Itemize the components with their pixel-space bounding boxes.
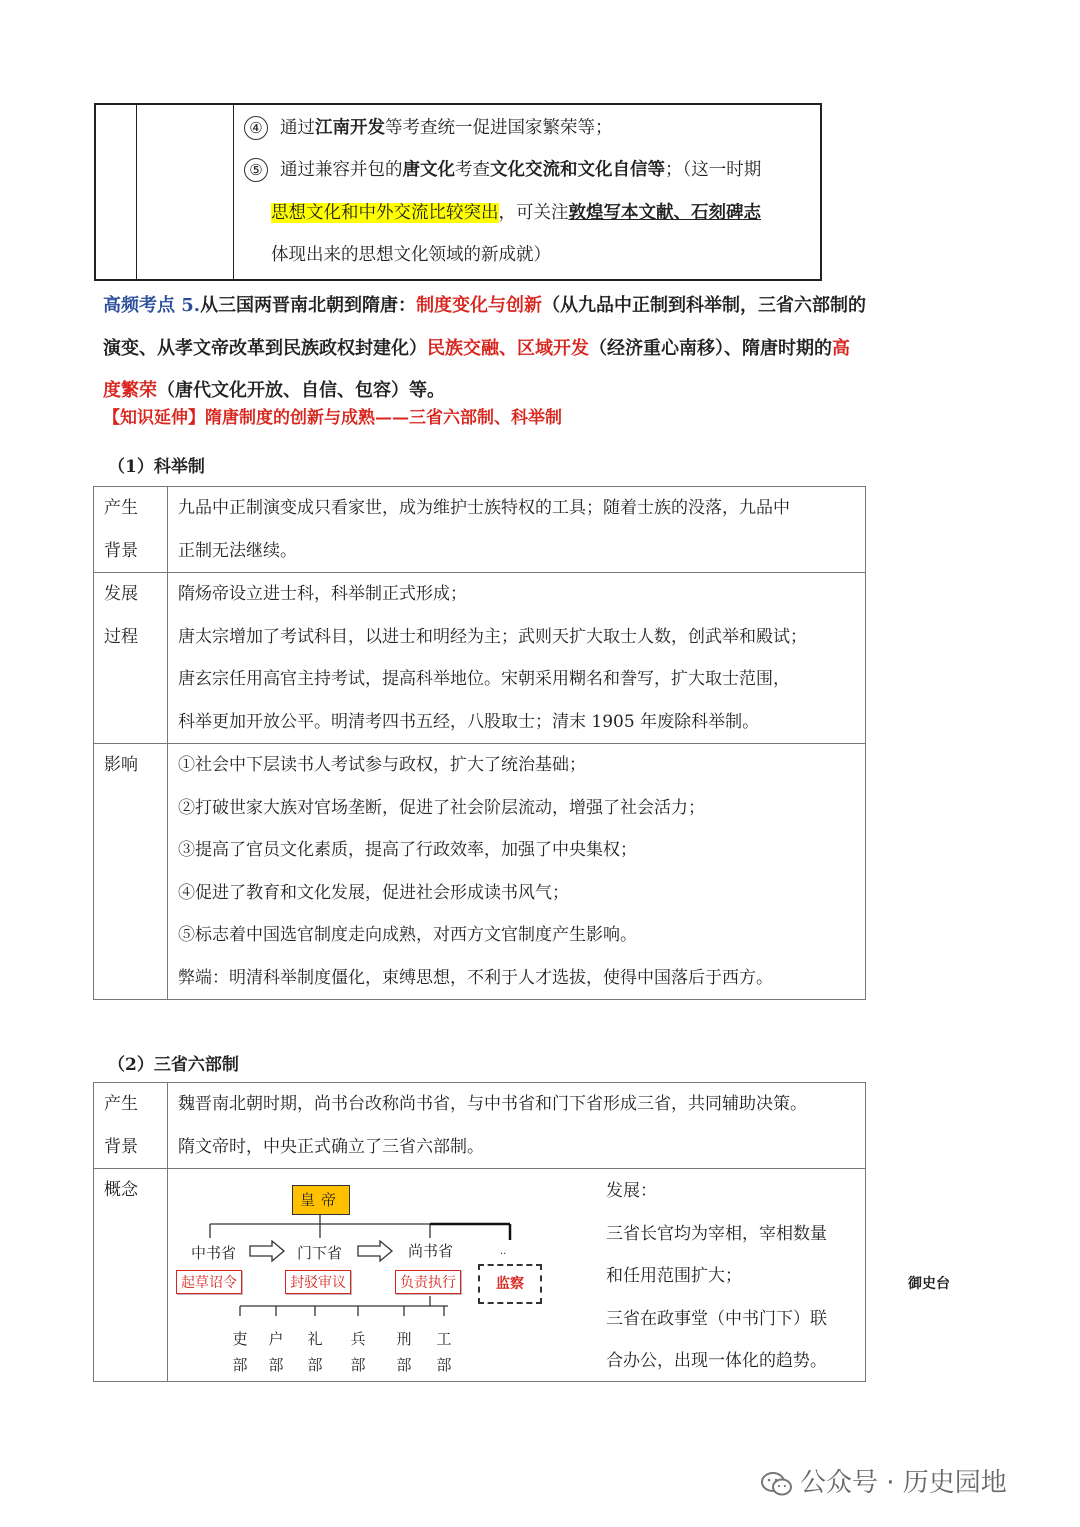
ministry-xing-justice: 刑 部 bbox=[396, 1330, 412, 1374]
ministry-gong-works: 工 部 bbox=[436, 1330, 452, 1374]
watermark-text: 公众号 · 历史园地 bbox=[800, 1468, 1007, 1498]
execute-box: 负责执行 bbox=[395, 1270, 461, 1294]
draft-edicts-box: 起草诏令 bbox=[176, 1270, 242, 1294]
supervise-box: 监察 bbox=[478, 1264, 542, 1304]
arrow-icon bbox=[250, 1241, 284, 1261]
keju-title: （1）科举制 bbox=[108, 457, 205, 477]
review-box: 封驳审议 bbox=[285, 1270, 351, 1294]
sansheng-title: （2）三省六部制 bbox=[108, 1055, 239, 1075]
item-5-line-3: 体现出来的思想文化领域的新成就） bbox=[271, 245, 551, 265]
table-row: 概念 bbox=[94, 1169, 866, 1382]
emperor-box: 皇帝 bbox=[292, 1185, 350, 1215]
ministry-li-rites: 礼 部 bbox=[307, 1330, 323, 1374]
table-row: 发展 过程 隋炀帝设立进士科，科举制正式形成； 唐太宗增加了考试科目，以进士和明经为主；武则天扩大取士人数，创武举和殿试； 唐玄宗任用高官主持考试，提高科举地位。宋朝采用糊名和誊写，扩大取士范围， 科举更加开放公平。明清考四书五经，八股取士；清末 1905 年废除科举制。 bbox=[94, 573, 866, 744]
high-frequency-point: 高频考点 5.从三国两晋南北朝到隋唐：制度变化与创新（从九品中正制到科举制，三省六部制的 演变、从孝文帝改革到民族政权封建化）民族交融、区域开发（经济重心南移）、隋唐时期的高 度繁荣（唐代文化开放、自信、包容）等。 bbox=[103, 295, 867, 401]
table-row: 产生 背景 九品中正制演变成只看家世，成为维护士族特权的工具；随着士族的没落，九品中 正制无法继续。 bbox=[94, 487, 866, 573]
table-row: 产生 背景 魏晋南北朝时期，尚书台改称尚书省，与中书省和门下省形成三省，共同辅助决策。 隋文帝时，中央正式确立了三省六部制。 bbox=[94, 1083, 866, 1169]
underlined-text: 敦煌写本文献、石刻碑志 bbox=[568, 203, 761, 223]
item-4: ④ 通过江南开发等考查统一促进国家繁荣等； bbox=[244, 116, 613, 140]
highlighted-text: 思想文化和中外交流比较突出 bbox=[271, 203, 499, 223]
knowledge-extension-heading: 【知识延伸】隋唐制度的创新与成熟——三省六部制、科举制 bbox=[103, 408, 562, 428]
watermark bbox=[760, 1462, 1007, 1499]
ministry-li-personnel: 吏 部 bbox=[232, 1330, 248, 1374]
shangshu-sheng: 尚书省 bbox=[408, 1242, 454, 1260]
table-cell-empty bbox=[96, 105, 137, 279]
development-text: 发展： 三省长官均为宰相，宰相数量 和任用范围扩大； 三省在政事堂（中书门下）联 合办公，出现一体化的趋势。 bbox=[606, 1181, 827, 1371]
zhongshu-sheng: 中书省 bbox=[191, 1244, 237, 1262]
arrow-icon bbox=[358, 1241, 392, 1261]
keju-table bbox=[93, 486, 866, 1000]
table-row: 影响 ①社会中下层读书人考试参与政权，扩大了统治基础； ②打破世家大族对官场垄断，促进了社会阶层流动，增强了社会活力； ③提高了官员文化素质，提高了行政效率，加强了中央集权； ④促进了教育和文化发展，促进社会形成读书风气； ⑤标志着中国选官制度走向成熟，对西方文官制度产生影响。 弊端：明清科举制度僵化，束缚思想，不利于人才选拔，使得中国落后于西方。 bbox=[94, 744, 866, 1000]
wechat-icon bbox=[760, 1471, 794, 1497]
ministry-bing-war: 兵 部 bbox=[350, 1330, 366, 1374]
table-cell-empty bbox=[137, 105, 234, 279]
menxia-sheng: 门下省 bbox=[297, 1244, 343, 1262]
item-5: ⑤ 通过兼容并包的唐文化考查文化交流和文化自信等；（这一时期 bbox=[244, 158, 761, 182]
ministry-hu-revenue: 户 部 bbox=[268, 1330, 284, 1374]
item-5-line-2: 思想文化和中外交流比较突出，可关注敦煌写本文献、石刻碑志 bbox=[271, 203, 761, 223]
dots: .. bbox=[500, 1246, 507, 1257]
sansheng-liubu-diagram bbox=[158, 1170, 598, 1382]
yushitai-label: 御史台 bbox=[908, 1276, 950, 1292]
